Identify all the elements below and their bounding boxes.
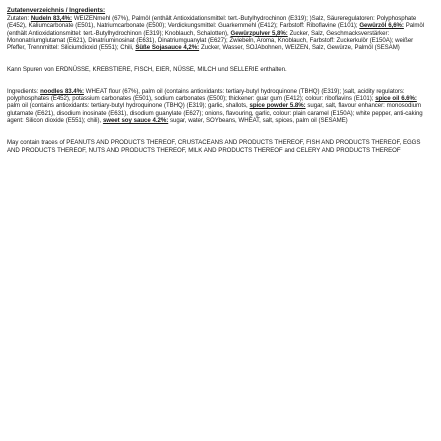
ingredient-component-heading: Nudeln 83,4%: xyxy=(30,15,73,22)
ingredient-text: Zutaten: xyxy=(7,15,31,22)
ingredients-heading: Zutatenverzeichnis / Ingredients: xyxy=(7,7,106,14)
ingredient-text: WHEAT flour (67%), palm oil (contains antioxidants: tertiary-butyl hydroquinone (TBHQ) (E319); )salt, acidity regulators: polyphosphates (E452), potassium carbonates (E501), sodium carbonates (E500); thickener: guar gum (E412); colour: riboflavins (E101); xyxy=(7,87,405,103)
ingredient-component-heading: Gewürzpulver 5,8%: xyxy=(230,29,288,37)
ingredient-component-heading: spice oil 6.6%: xyxy=(375,95,417,103)
german-ingredients-paragraph xyxy=(7,15,427,51)
english-ingredients-paragraph xyxy=(7,88,427,124)
ingredient-text: sugar, salt, flavour enhancer: monosodium glutamate (E621), disodium inosinate (E631), disodium guanylate (E627); onions, flavouring, garlic, colour: plain caramel (E150A); white pepper, anti-caking agent: Silicon dioxide (E551); chili), xyxy=(7,102,423,124)
ingredient-text: Ingredients: xyxy=(7,87,41,95)
ingredient-component-heading: sweet soy sauce 4.2%: xyxy=(102,116,169,124)
english-traces-paragraph: May contain traces of PEANUTS AND PRODUCTS THEREOF, CRUSTACEANS AND PRODUCTS THEREOF, FISH AND PRODUCTS THEREOF, EGGS AND PRODUCTS THEREOF, NUTS AND PRODUCTS THEREOF, MILK AND PRODUCTS THEREOF and CELERY AND PRODUCTS THEREOF xyxy=(7,139,421,154)
ingredient-component-heading: Süße Sojasauce 4,2%: xyxy=(135,44,200,52)
ingredient-text: Zucker, Salz, Geschmacksverstärker: Mononatriumglutamat (E621), Dinatriuminosinat (E631), Dinatriumguanylat (E627); Zwiebeln, Aroma, Knoblauch, Farbstoff: Zuckerkulör (E150A); weißer Pfeffer, Trennmittel: Siliciumdioxid (E551); Chili, xyxy=(7,29,414,52)
german-traces-paragraph: Kann Spuren von ERDNÜSSE, KREBSTIERE, FISCH, EIER, NÜSSE, MILCH und SELLERIE enthalten. xyxy=(7,66,287,74)
ingredient-text: WEIZENmehl (67%), Palmöl (enthält Antioxidationsmittel: tert.-Butylhydrochinon (E319); )Salz, Säureregulatoren: Polyphosphate (E452), Kaliumcarbonate (E501), Natriumcarbonate (E500); Verdickungsmittel: Guarkernmehl (E412); Farbstoff: Riboflavine (E101); xyxy=(7,15,417,30)
ingredient-text: Zucker, Wasser, SOJAbohnen, WEIZEN, Salz, Gewürze, Palmöl (SESAM) xyxy=(199,44,400,52)
ingredient-component-heading: noodles 83.4%: xyxy=(40,87,84,95)
ingredient-text: sugar, water, SOYbeans, WHEAT, salt, spices, palm oil (SESAME) xyxy=(168,116,348,124)
ingredient-component-heading: Gewürzöl 6,6%: xyxy=(359,22,404,30)
ingredient-component-heading: spice powder 5.8%: xyxy=(249,102,306,110)
ingredient-text: Palmöl (enthält Antioxidationsmittel: tert.-Butylhydrochinon (E319); Knoblauch, Schalotten), xyxy=(7,22,425,37)
ingredient-text: palm oil (contains antioxidants: tertiary-butyl hydroquinone (TBHQ) (E319); garlic, shallots, xyxy=(7,102,250,110)
